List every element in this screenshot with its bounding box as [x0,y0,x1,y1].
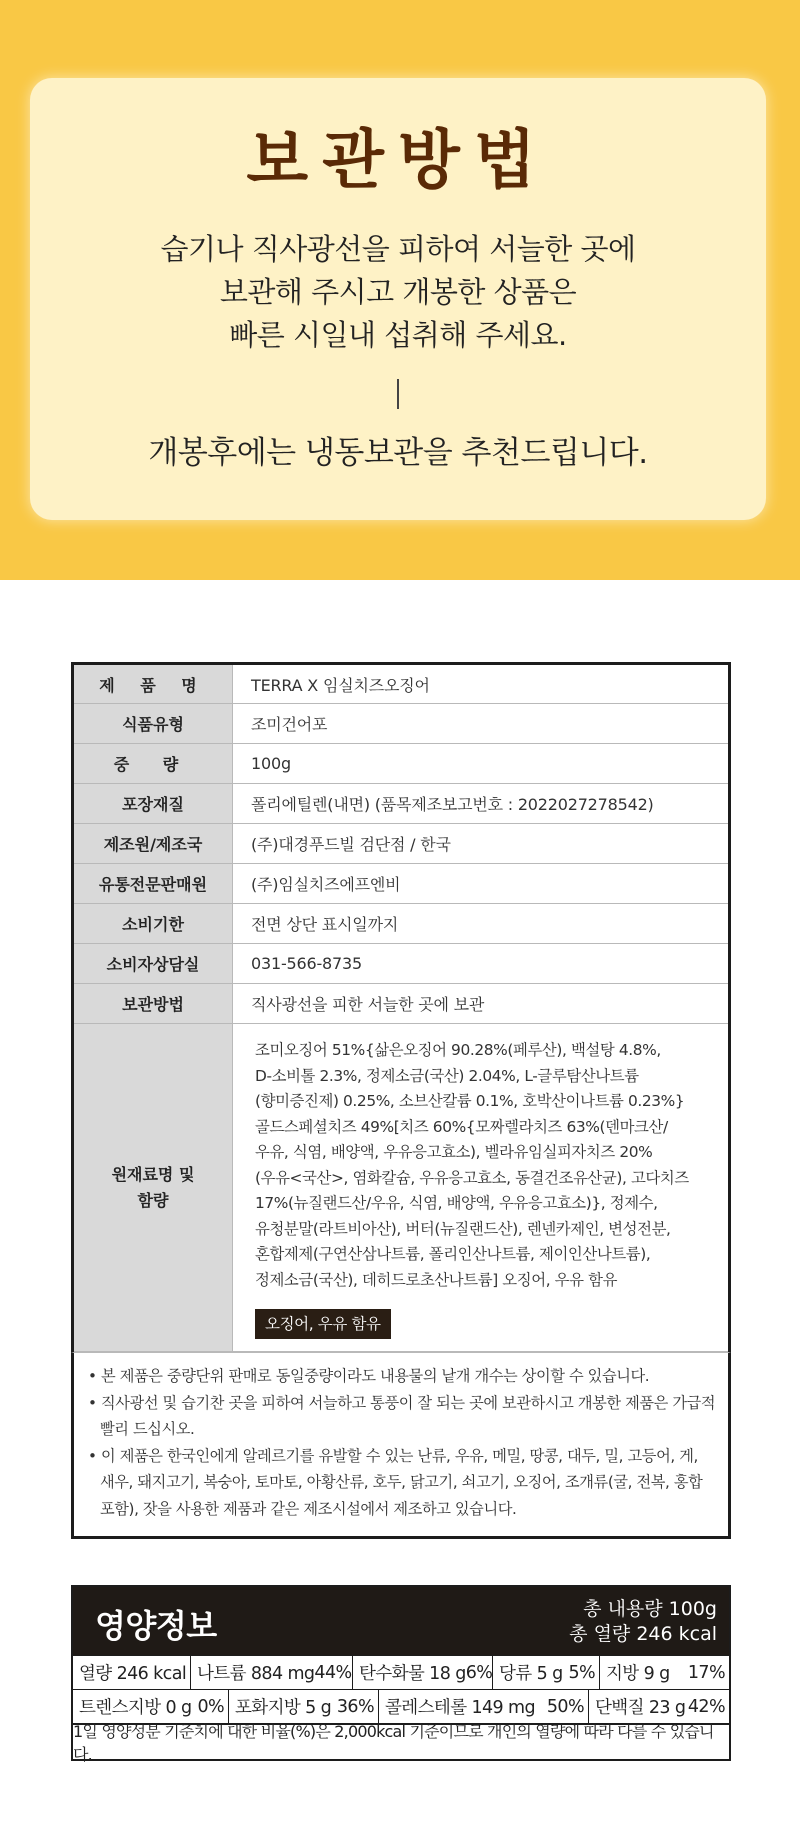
nutrition-totals [569,1597,717,1647]
row-label: 포장재질 [73,784,233,824]
product-info [71,662,731,1539]
storage-card [30,78,766,520]
nutrient-pct: 6% [465,1662,493,1683]
storage-title: 보관방법 [246,124,550,198]
nutrient-cell [493,1656,600,1689]
divider [397,379,399,409]
row-label: 보관방법 [73,984,233,1024]
ingredients-line: D-소비톨 2.3%, 정제소금(국산) 2.04%, L-글루탐산나트륨 [255,1066,639,1085]
nutrition-header [73,1587,729,1655]
ingredients-row [73,1024,730,1352]
ingredients-line: (우유<국산>, 염화칼슘, 우유응고효소, 동결건조유산균), 고다치즈 [255,1168,689,1187]
row-label: 소비기한 [73,904,233,944]
row-value: 전면 상단 표시일까지 [233,904,730,944]
nutrient-pct: 44% [314,1662,352,1683]
row-value: 폴리에틸렌(내면) (품목제조보고번호 : 2022027278542) [233,784,730,824]
nutrient-name: 단백질 23 g [595,1698,686,1718]
ingredients-line: 유청분말(라트비아산), 버터(뉴질랜드산), 렌넨카제인, 변성전분, [255,1219,671,1238]
table-row [73,904,730,944]
table-row [73,664,730,704]
ingredients-line: 17%(뉴질랜드산/우유, 식염, 배양액, 우유응고효소)}, 정제수, [255,1194,658,1212]
row-value: TERRA X 임실치즈오징어 [233,664,730,704]
nutrient-name: 열량 246 kcal [79,1664,187,1684]
row-value: 직사광선을 피한 서늘한 곳에 보관 [233,984,730,1024]
table-row [73,784,730,824]
row-value: (주)대경푸드빌 검단점 / 한국 [233,824,730,864]
note-item: • 이 제품은 한국인에게 알레르기를 유발할 수 있는 난류, 우유, 메밀, 땅콩, 대두, 밀, 고등어, 게, 새우, 돼지고기, 복숭아, 토마토, 아황산류, 호두, 닭고기, 쇠고기, 오징어, 조개류(굴, 전복, 홍합 포함), 잣을 사용한 제품과 같은 제조시설에서 제조하고 있습니다. [88,1443,716,1523]
row-label: 유통전문판매원 [73,864,233,904]
nutrient-pct: 36% [336,1696,374,1717]
nutrient-name: 나트륨 884 mg [197,1664,315,1684]
ingredients-line: 정제소금(국산), 데히드로초산나트륨] 오징어, 우유 함유 [255,1270,618,1289]
row-value: 조미건어포 [233,704,730,744]
nutrient-cell [191,1656,353,1689]
ingredients-label-line: 함량 [137,1190,169,1210]
ingredients-line: 혼합제제(구연산삼나트륨, 폴리인산나트륨, 제이인산나트륨), [255,1245,651,1263]
nutrient-pct: 5% [568,1662,595,1683]
table-row [73,864,730,904]
total-kcal: 총 열량 246 kcal [569,1623,717,1645]
table-row [73,944,730,984]
row-value: (주)임실치즈에프엔비 [233,864,730,904]
nutrient-cell [73,1656,191,1689]
nutrition-row [73,1655,729,1689]
nutrient-name: 콜레스테롤 149 mg [385,1698,536,1718]
notes-list [71,1352,731,1539]
ingredients-list [251,1024,728,1351]
storage-line: 빠른 시일내 섭취해 주세요. [229,318,567,352]
nutrition-footnote: 1일 영양성분 기준치에 대한 비율(%)은 2,000kcal 기준이므로 개인의 열량에 따라 다를 수 있습니다. [73,1723,729,1759]
nutrient-name: 당류 5 g [499,1664,563,1684]
row-label: 제조원/제조국 [73,824,233,864]
row-label: 소비자상담실 [73,944,233,984]
storage-instructions [30,228,766,357]
row-value: 031-566-8735 [233,944,730,984]
table-row [73,984,730,1024]
nutrient-cell [600,1656,729,1689]
row-label: 중 량 [73,744,233,784]
ingredients-line: 조미오징어 51%{삶은오징어 90.28%(페루산), 백설탕 4.8%, [255,1041,661,1059]
allergen-badge: 오징어, 우유 함유 [255,1309,391,1339]
storage-line: 보관해 주시고 개봉한 상품은 [219,275,577,309]
freeze-recommendation: 개봉후에는 냉동보관을 추천드립니다. [148,435,648,471]
nutrient-name: 포화지방 5 g [235,1698,332,1718]
nutrition-title: 영양정보 [95,1607,217,1645]
nutrient-cell [353,1656,493,1689]
ingredients-value [233,1024,730,1352]
nutrient-pct: 0% [197,1696,224,1717]
ingredients-line: 골드스페셜치즈 49%[치즈 60%{모짜렐라치즈 63%(덴마크산/ [255,1117,668,1136]
ingredients-label-line: 원재료명 및 [111,1164,195,1184]
nutrient-name: 트렌스지방 0 g [79,1698,192,1718]
nutrient-pct: 17% [687,1662,725,1683]
ingredients-line: (향미증진제) 0.25%, 소브산칼륨 0.1%, 호박산이나트륨 0.23%} [255,1092,685,1110]
total-amount: 총 내용량 100g [583,1598,717,1620]
table-row [73,704,730,744]
product-info-table [71,662,731,1352]
row-value: 100g [233,744,730,784]
nutrition-facts [71,1585,731,1764]
storage-line: 습기나 직사광선을 피하여 서늘한 곳에 [160,232,636,266]
note-item: • 직사광선 및 습기찬 곳을 피하여 서늘하고 통풍이 잘 되는 곳에 보관하시고 개봉한 제품은 가급적 빨리 드십시오. [88,1390,716,1443]
ingredients-label [73,1024,233,1352]
nutrient-name: 지방 9 g [606,1664,670,1684]
nutrient-pct: 42% [687,1696,725,1717]
row-label: 식품유형 [73,704,233,744]
nutrient-name: 탄수화물 18 g [359,1664,466,1684]
note-item: • 본 제품은 중량단위 판매로 동일중량이라도 내용물의 낱개 개수는 상이할 수 있습니다. [88,1363,716,1390]
nutrient-pct: 50% [546,1696,584,1717]
row-label: 제 품 명 [73,664,233,704]
storage-section [0,0,800,580]
nutrition-row [73,1689,729,1723]
ingredients-line: 우유, 식염, 배양액, 우유응고효소), 벨라유임실피자치즈 20% [255,1143,653,1161]
table-row [73,824,730,864]
table-row [73,744,730,784]
